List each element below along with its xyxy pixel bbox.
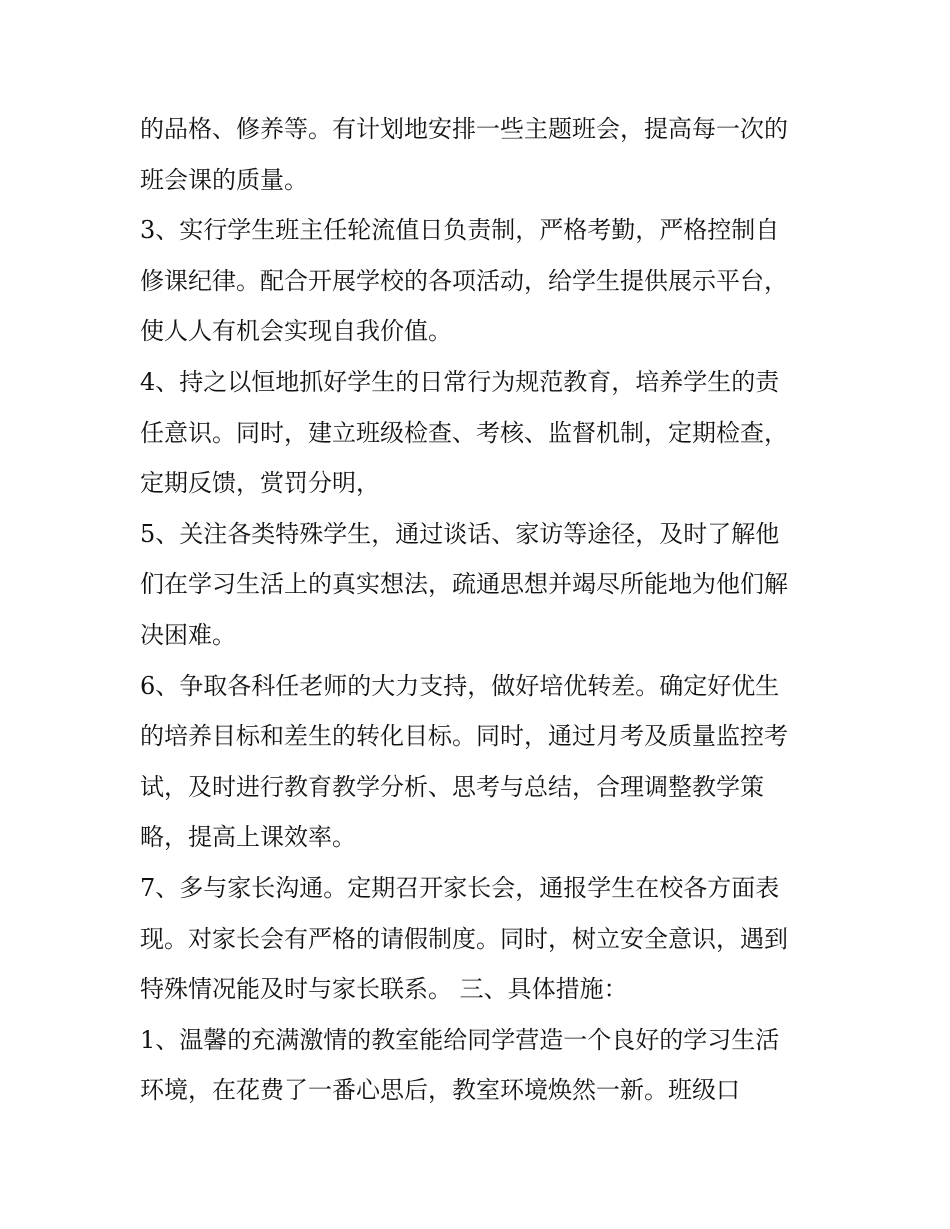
text-line: 使人人有机会实现自我价值。 bbox=[140, 317, 452, 346]
document-body bbox=[140, 104, 820, 1116]
text-line: 1、温馨的充满激情的教室能给同学营造一个良好的学习生活 bbox=[140, 1025, 780, 1054]
text-line: 试，及时进行教育教学分析、思考与总结，合理调整教学策 bbox=[140, 772, 764, 801]
text-line: 7、多与家长沟通。定期召开家长会，通报学生在校各方面表 bbox=[140, 873, 780, 902]
text-line: 的培养目标和差生的转化目标。同时，通过月考及质量监控考 bbox=[140, 722, 788, 751]
text-line: 班会课的质量。 bbox=[140, 165, 308, 194]
text-line: 特殊情况能及时与家长联系。 三、具体措施： bbox=[140, 975, 628, 1004]
text-line: 6、争取各科任老师的大力支持，做好培优转差。确定好优生 bbox=[140, 671, 780, 700]
text-line: 们在学习生活上的真实想法，疏通思想并竭尽所能地为他们解 bbox=[140, 570, 788, 599]
text-line: 的品格、修养等。有计划地安排一些主题班会，提高每一次的 bbox=[140, 115, 788, 143]
text-line: 修课纪律。配合开展学校的各项活动，给学生提供展示平台， bbox=[140, 266, 788, 295]
text-line: 略，提高上课效率。 bbox=[140, 823, 356, 852]
text-line: 决困难。 bbox=[140, 620, 236, 649]
text-line: 任意识。同时，建立班级检查、考核、监督机制，定期检查， bbox=[140, 418, 788, 447]
text-line: 环境，在花费了一番心思后，教室环境焕然一新。班级口 bbox=[140, 1076, 740, 1105]
text-line: 5、关注各类特殊学生，通过谈话、家访等途径，及时了解他 bbox=[140, 519, 780, 548]
text-line: 现。对家长会有严格的请假制度。同时，树立安全意识，遇到 bbox=[140, 924, 788, 953]
text-line: 定期反馈，赏罚分明， bbox=[140, 469, 380, 498]
text-line: 4、持之以恒地抓好学生的日常行为规范教育，培养学生的责 bbox=[140, 367, 780, 396]
text-line: 3、实行学生班主任轮流值日负责制，严格考勤，严格控制自 bbox=[140, 216, 780, 245]
